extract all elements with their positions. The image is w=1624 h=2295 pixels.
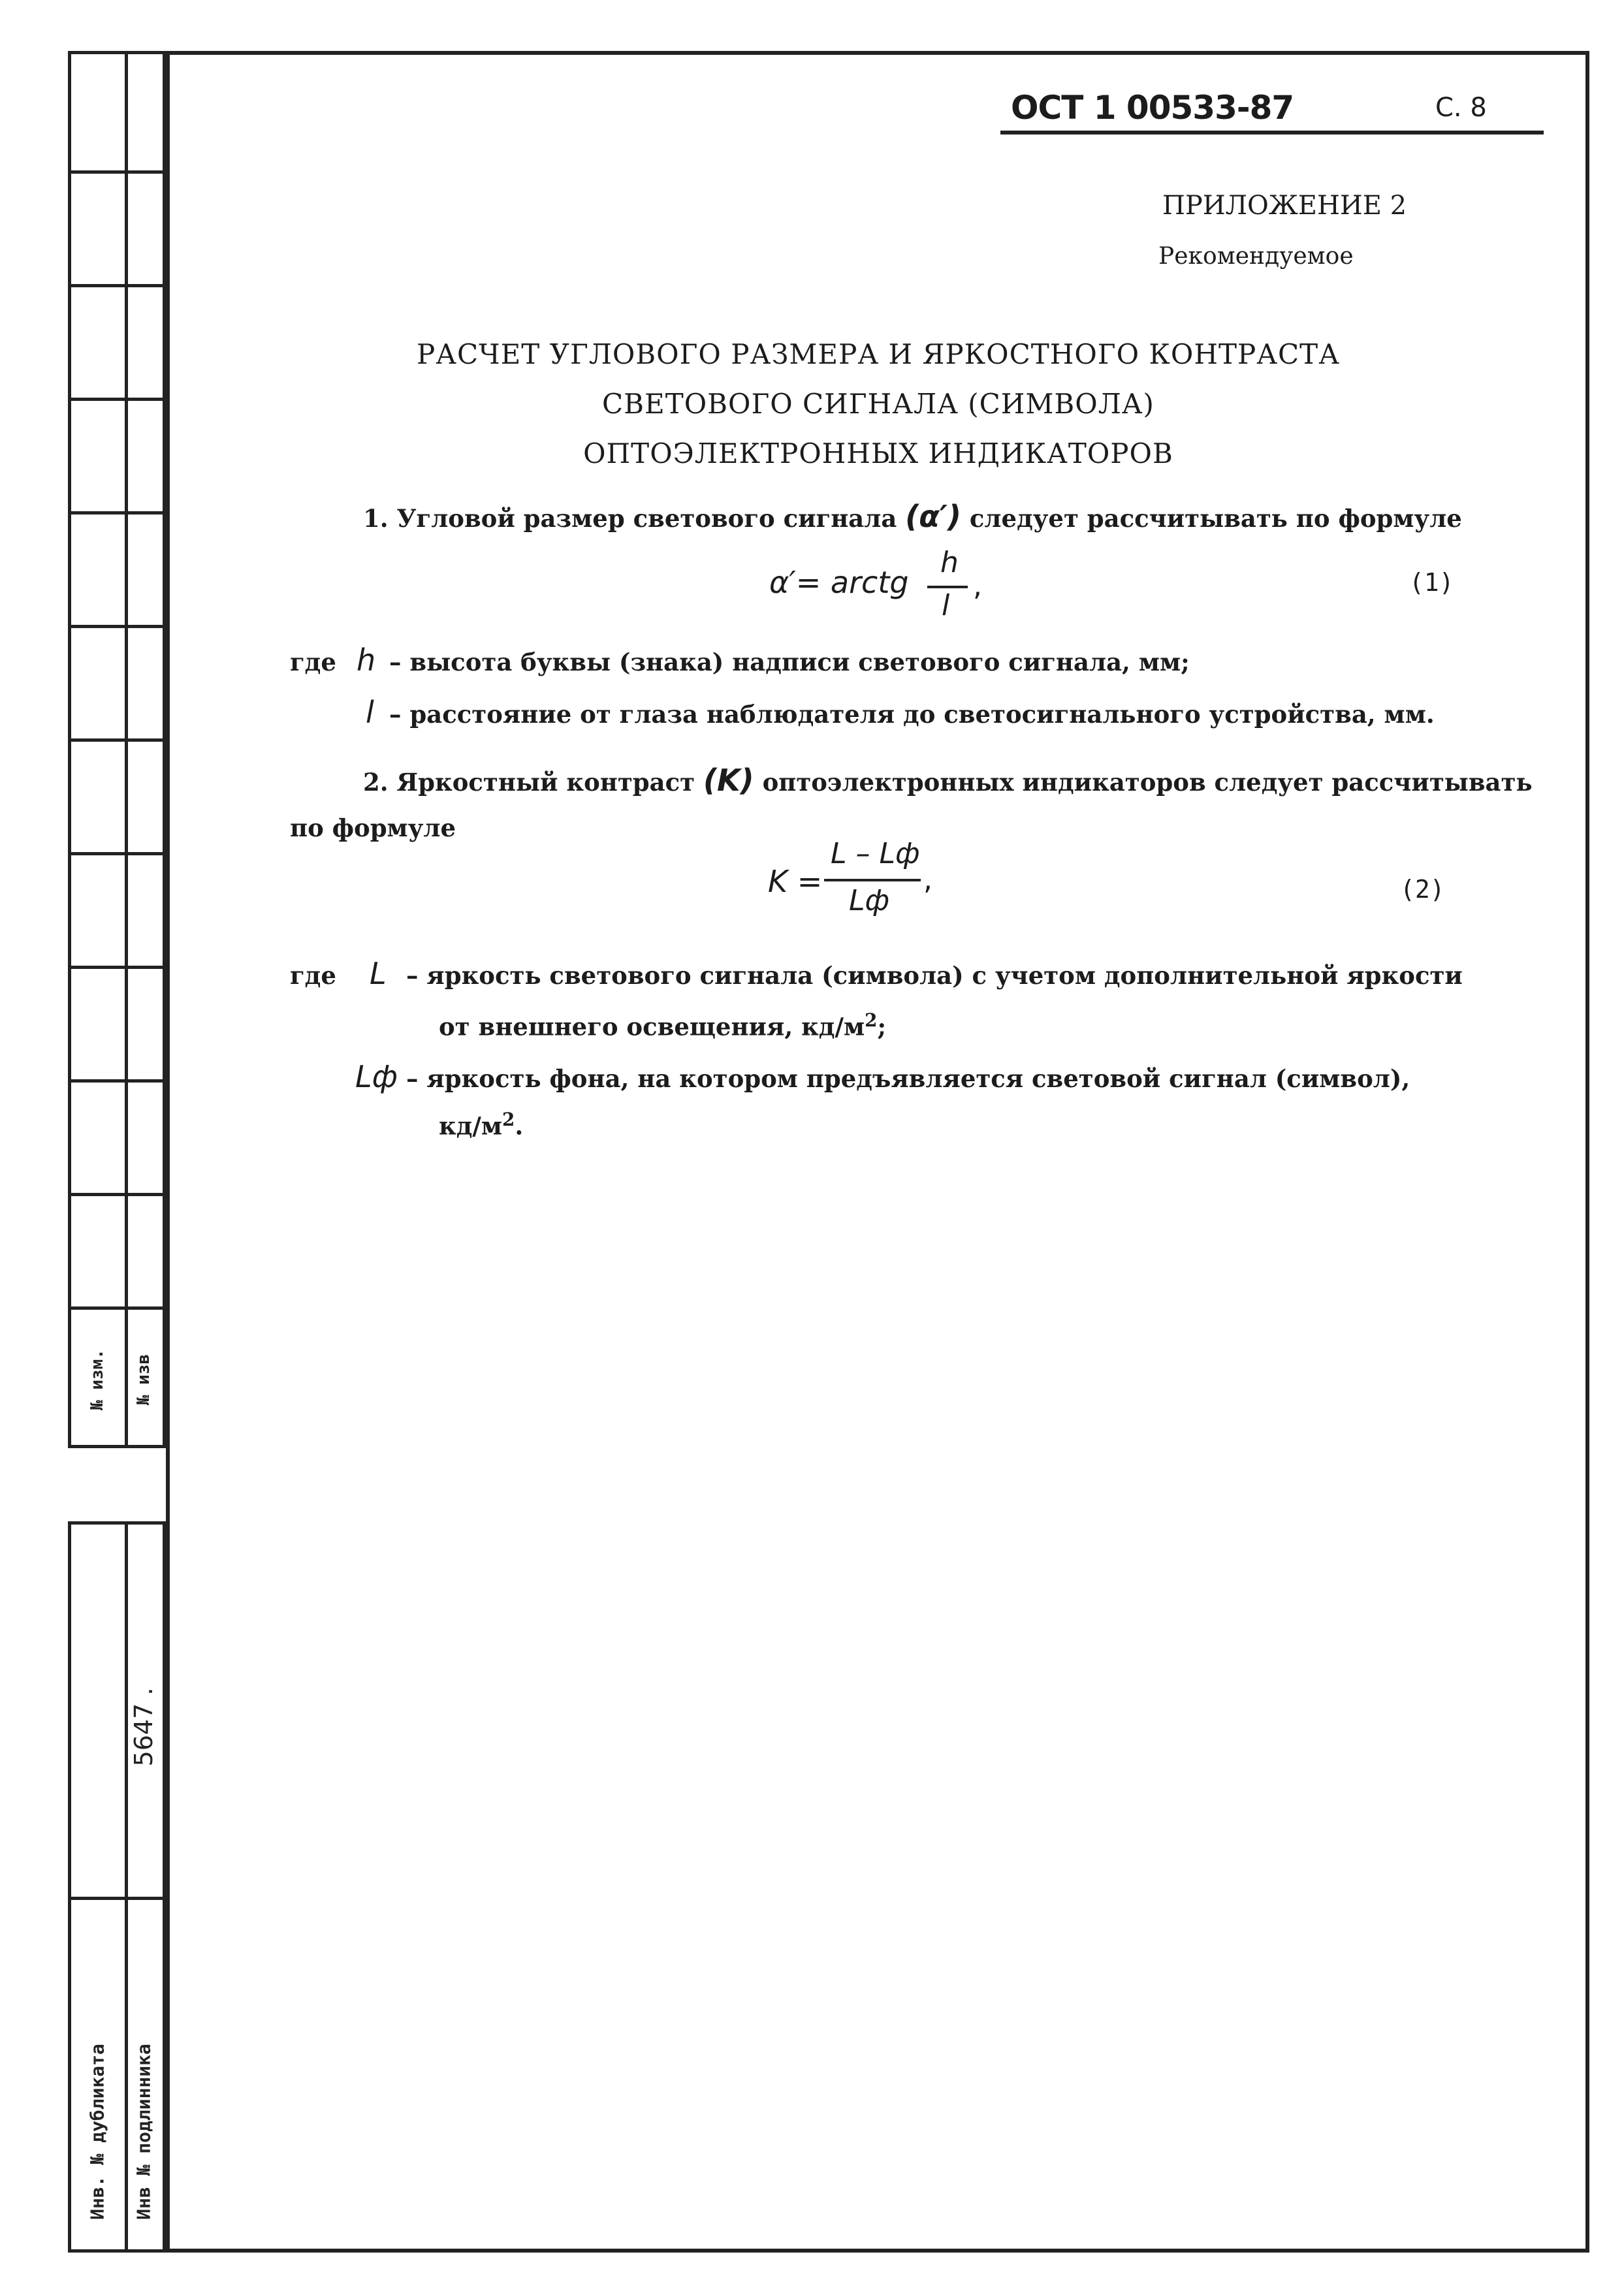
h-symbol: h bbox=[357, 642, 376, 678]
formula-2-punct: , bbox=[923, 863, 932, 896]
Lf-definition-line2 bbox=[439, 1109, 523, 1140]
title-line-1: РАСЧЕТ УГЛОВОГО РАЗМЕРА И ЯРКОСТНОГО КОНТРАСТА bbox=[416, 338, 1341, 370]
section2-suffix: оптоэлектронных индикаторов следует рассчитывать bbox=[762, 768, 1533, 797]
alpha-symbol: (α′) bbox=[905, 499, 962, 534]
page-number: С. 8 bbox=[1435, 93, 1487, 123]
section1-intro bbox=[363, 499, 1462, 534]
L-unit-exponent: 2 bbox=[865, 1009, 878, 1031]
margin-stamp-bottom bbox=[68, 1521, 166, 2253]
equation-number-1: (1) bbox=[1409, 568, 1454, 597]
where-label-2: где bbox=[290, 961, 336, 990]
original-inventory-label: Инв № подлинника bbox=[133, 2044, 155, 2220]
Lf-unit: кд/м bbox=[439, 1111, 503, 1141]
k-symbol: (K) bbox=[703, 763, 754, 798]
Lf-end: . bbox=[515, 1111, 524, 1141]
margin-stamp-top bbox=[68, 51, 166, 1448]
Lf-unit-exponent: 2 bbox=[502, 1109, 515, 1130]
appendix-status: Рекомендуемое bbox=[1158, 243, 1354, 270]
where-label-1: где bbox=[290, 648, 336, 676]
section2-prefix: 2. Яркостный контраст bbox=[363, 768, 695, 797]
formula-1-fraction-bar bbox=[927, 586, 968, 588]
l-definition: – расстояние от глаза наблюдателя до светосигнального устройства, мм. bbox=[389, 700, 1435, 729]
formula-2-denominator: Lф bbox=[849, 884, 890, 917]
formula-2-numerator: L – Lф bbox=[831, 837, 920, 870]
section1-suffix: следует рассчитывать по формуле bbox=[969, 504, 1462, 533]
formula-1-numerator: h bbox=[940, 546, 959, 579]
Lf-definition-line1: – яркость фона, на котором предъявляется световой сигнал (символ), bbox=[406, 1064, 1410, 1093]
formula-1-lhs: α′= arctg bbox=[769, 565, 909, 600]
l-symbol: l bbox=[366, 695, 374, 730]
section2-intro bbox=[363, 763, 1533, 798]
header-rule bbox=[1000, 131, 1544, 135]
L-symbol: L bbox=[370, 956, 387, 991]
change-number-label: № изм. bbox=[88, 1349, 107, 1410]
h-definition: – высота буквы (знака) надписи светового сигнала, мм; bbox=[389, 648, 1190, 676]
formula-2-lhs: K = bbox=[768, 864, 823, 899]
page-frame bbox=[166, 51, 1589, 2253]
original-inventory-value: 5647 . bbox=[129, 1687, 158, 1767]
duplicate-inventory-label: Инв. № дубликата bbox=[86, 2044, 108, 2220]
appendix-label: ПРИЛОЖЕНИЕ 2 bbox=[1162, 191, 1407, 221]
notice-number-label: № изв bbox=[134, 1353, 153, 1406]
L-end: ; bbox=[877, 1012, 887, 1041]
formula-2-fraction-bar bbox=[824, 879, 921, 881]
document-code: ОСТ 1 00533-87 bbox=[1011, 89, 1294, 127]
title-line-2: СВЕТОВОГО СИГНАЛА (СИМВОЛА) bbox=[602, 388, 1154, 420]
Lf-symbol: Lф bbox=[355, 1059, 398, 1094]
formula-1-punct: , bbox=[973, 569, 982, 603]
formula-1-denominator: l bbox=[942, 589, 950, 622]
L-definition-line2 bbox=[439, 1009, 886, 1041]
L-definition-line1: – яркость светового сигнала (символа) с учетом дополнительной яркости bbox=[406, 961, 1463, 990]
L-unit: от внешнего освещения, кд/м bbox=[439, 1012, 865, 1041]
title-line-3: ОПТОЭЛЕКТРОННЫХ ИНДИКАТОРОВ bbox=[583, 437, 1173, 469]
equation-number-2: (2) bbox=[1400, 875, 1445, 904]
section2-line2: по формуле bbox=[290, 814, 456, 842]
section1-prefix: 1. Угловой размер светового сигнала bbox=[363, 504, 897, 533]
